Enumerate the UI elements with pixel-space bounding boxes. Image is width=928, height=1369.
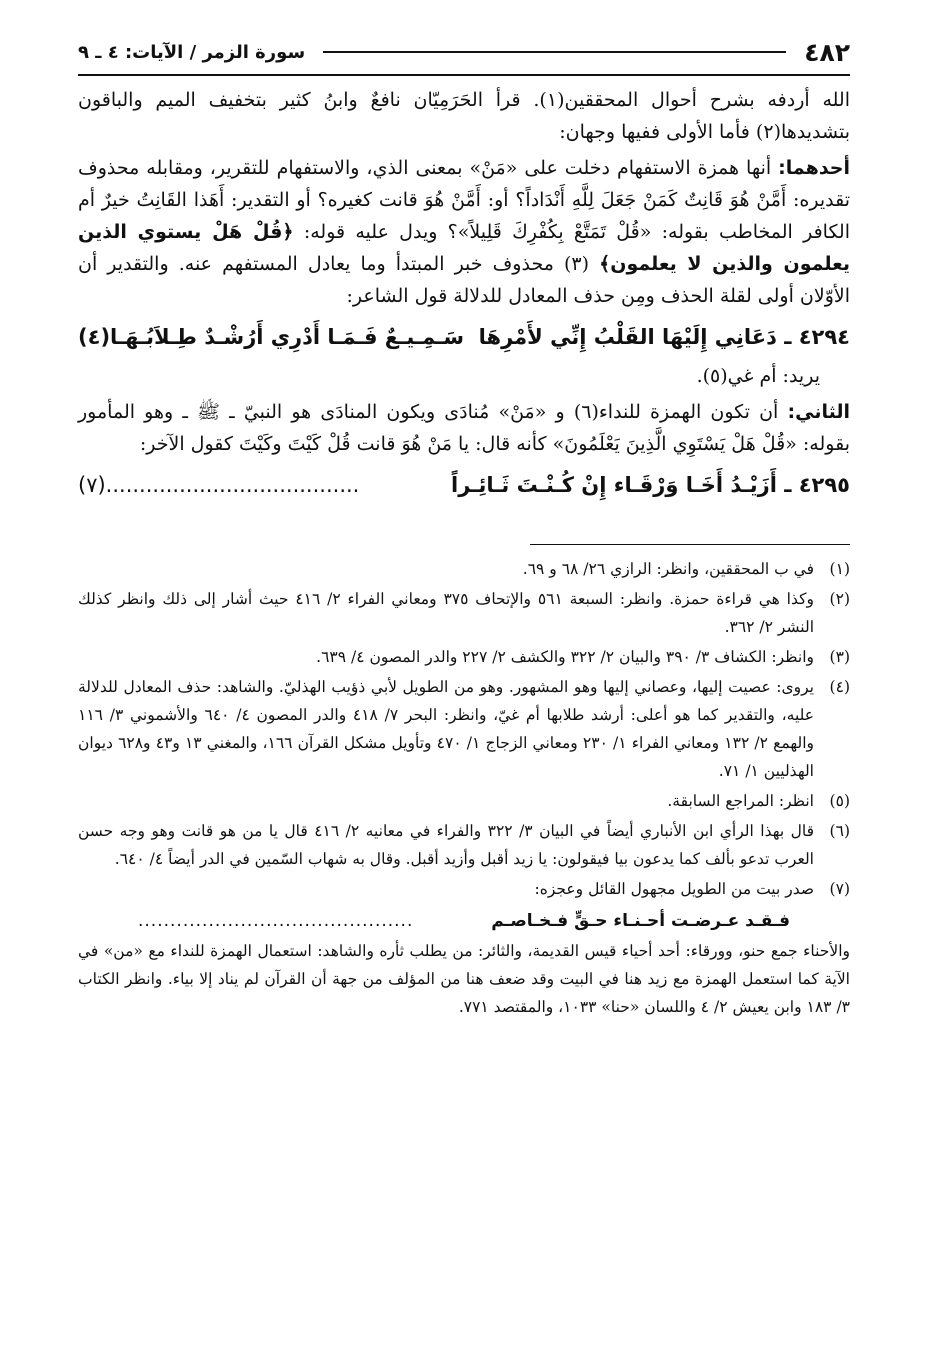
footnote — [78, 643, 850, 671]
first-view-label: أحدهما: — [778, 157, 850, 179]
footnote-text: انظر: المراجع السابقة. — [667, 792, 814, 810]
footnote-number: (١) — [829, 560, 850, 578]
footnote-verse — [138, 907, 790, 935]
footnote-text: يروى: عصيت إليها، وعصاني إليها وهو المشهور. وهو من الطويل لأبي ذؤيب الهذليّ. والشاهد: حذف المعادل للدلالة عليه، والتقدير كما هو أعلى: أرشد طلابها أم غيّ، وانظر: البحر ٧/ ٤١٨ والدر المصون ٤/ ٦٤٠ والأشموني ٣/ ١١٦ والهمع ٢/ ١٣٢ ومعاني الفراء ١/ ٢٣٠ ومعاني الزجاج ١/ ٤٧٠ وتأويل مشكل القرآن ١٦٦، والمغني ١٣ و٤٣ و٦٢٨ ديوان الهذليين ١/ ٧١. — [78, 678, 815, 780]
footnote-text: صدر بيت من الطويل مجهول القائل وعجزه: — [534, 880, 814, 898]
footnote-number: (٣) — [829, 648, 850, 666]
page-number: ٤٨٢ — [804, 37, 850, 67]
paragraph-second-view — [78, 396, 850, 460]
footnote-number: (٤) — [829, 678, 850, 696]
footnote-separator — [530, 544, 850, 545]
footnote-verse-text: فـقـد عـرضـت أحـنـاء حـقٍّ فـخـاصـم — [491, 911, 790, 931]
verse-4295-first-hemistich: ٤٢٩٥ ـ أَزَيْـدُ أَخَـا وَرْقَـاء إِنْ كُـنْـتَ ثَـائِـراً — [451, 473, 850, 497]
quran-quote: ﴿قُلْ هَلْ يستوي الذين يعلمون والذين لا يعلمون﴾ — [78, 221, 850, 275]
footnotes — [78, 555, 850, 1021]
running-header — [78, 30, 850, 76]
footnote — [78, 817, 850, 873]
verse-4294-second-hemistich: سَـمِـيـعٌ فَـمَـا أَدْرِي أَرُشْـدٌ طِـلاَبُـهَـا(٤) — [78, 325, 464, 349]
footnote — [78, 555, 850, 583]
footnote-number: (٦) — [829, 822, 850, 840]
paragraph-intro: الله أردفه بشرح أحوال المحققين(١). قرأ الحَرَمِيّان نافعٌ وابنُ كثير بتخفيف الميم والباقون بتشديدها(٢) فأما الأولى ففيها وجهان: — [78, 89, 850, 143]
second-view-label: الثاني: — [787, 401, 850, 423]
footnote — [78, 585, 850, 641]
footnote-number: (٧) — [829, 880, 850, 898]
first-view-tail: (٣) محذوف خبر المبتدأ وما يعادل المستفهم عنه. والتقدير أن الأوّلان أولى لقلة الحذف ومِن حذف المعادل للدلالة قول الشاعر: — [78, 253, 850, 307]
footnote — [78, 673, 850, 785]
verse-4295-ellipsis: ......................................(٧) — [78, 473, 360, 497]
verse-4294-first-hemistich: ٤٢٩٤ ـ دَعَانِي إِلَيْهَا القَلْبُ إِنِّي لأَمْرِهَا — [478, 325, 850, 349]
paragraph-first-view — [78, 152, 850, 312]
footnote-text: قال بهذا الرأي ابن الأنباري أيضاً في البيان ٣/ ٣٢٢ والفراء في معانيه ٢/ ٤١٦ قال يا من هو قانت وهو وجه حسن العرب تدعو بألف كما يدعون بيا فيقولون: يا زيد أقبل وأزيد أقبل. وقال به شهاب السّمين في الدر أيضاً ٤/ ٦٤٠. — [78, 822, 815, 868]
footnote — [78, 875, 850, 903]
footnote-text: وانظر: الكشاف ٣/ ٣٩٠ والبيان ٢/ ٣٢٢ والكشف ٢/ ٢٢٧ والدر المصون ٤/ ٦٣٩. — [316, 648, 814, 666]
poetry-verse-4294 — [78, 318, 850, 356]
surah-title: سورة الزمر / الآيات: ٤ ـ ٩ — [78, 41, 306, 63]
second-view-text: أن تكون الهمزة للنداء(٦) و «مَنْ» مُنادَى ويكون المنادَى هو النبيّ ـ ﷺ ـ وهو المأمور بقوله: «قُلْ هَلْ يَسْتَوِي الَّذِينَ يَعْلَمُونَ» كأنه قال: يا مَنْ هُوَ قانت قُلْ كَيْتَ وكَيْتَ كقول الآخر: — [78, 401, 850, 455]
footnote-verse-ellipsis: ........................................... — [138, 911, 414, 931]
footnote-continuation: والأحناء جمع حنو، وورقاء: أحد أحياء قيس القديمة، والثائر: من يطلب ثأره والشاهد: استعمال الهمزة للنداء مع «من» في الآية كما استعمل الهمزة مع زيد هنا في البيت وقد ضعف هنا من المؤلف من جهة أن القرآن لم يناد إلا بياء. وانظر الكتاب ٣/ ١٨٣ وابن يعيش ٢/ ٤ واللسان «حنا» ١٠٣٣، والمقتصد ٧٧١. — [78, 942, 850, 1016]
main-text — [78, 84, 850, 504]
footnote-number: (٥) — [829, 792, 850, 810]
paragraph-meaning: يريد: أم غي(٥). — [696, 365, 820, 387]
first-view-text: أنها همزة الاستفهام دخلت على «مَنْ» بمعنى الذي، والاستفهام للتقرير، ومقابله محذوف تقديره: أَمَّنْ هُوَ قَانِتٌ كَمَنْ جَعَلَ لِلَّهِ أَنْدَاداً؟ أو: أَمَّنْ هُوَ قانت كغيره؟ أو التقدير: أَهَذا القَانِتُ خيرٌ أم الكافر المخاطب بقوله: «قُلْ تَمَتَّعْ بِكُفْرِكَ قَلِيلاً»؟ ويدل عليه قوله: — [78, 157, 851, 243]
footnote — [78, 787, 850, 815]
footnote-text: في ب المحققين، وانظر: الرازي ٢٦/ ٦٨ و ٦٩. — [522, 560, 814, 578]
header-rule — [323, 51, 786, 53]
footnote-text: وكذا هي قراءة حمزة. وانظر: السبعة ٥٦١ والإتحاف ٣٧٥ ومعاني الفراء ٢/ ٤١٦ حيث أشار إلى ذلك وانظر كذلك النشر ٢/ ٣٦٢. — [78, 590, 814, 636]
footnote-number: (٢) — [829, 590, 850, 608]
poetry-verse-4295 — [78, 466, 850, 504]
